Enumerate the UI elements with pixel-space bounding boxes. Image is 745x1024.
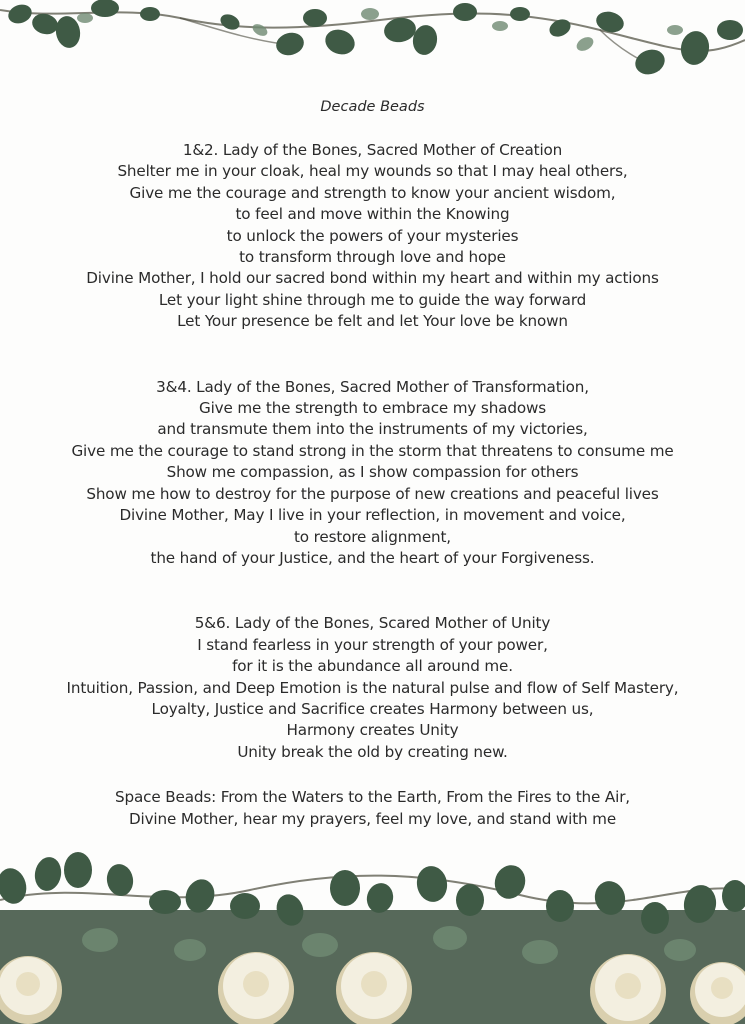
stanza-line: Divine Mother, hear my prayers, feel my love, and stand with me <box>128 809 617 828</box>
stanza-line: Give me the courage to stand strong in the storm that threatens to consume me <box>71 441 674 460</box>
stanza-line: 5&6. Lady of the Bones, Scared Mother of Unity <box>194 614 551 633</box>
stanza-line: to feel and move within the Knowing <box>235 205 510 224</box>
stanza-line: Give me the strength to embrace my shadows <box>198 399 546 418</box>
stanza-line: Space Beads: From the Waters to the Earth, From the Fires to the Air, <box>115 788 630 807</box>
stanza-line: 3&4. Lady of the Bones, Sacred Mother of Transformation, <box>156 377 589 396</box>
stanza-line: Let your light shine through me to guide the way forward <box>158 290 587 309</box>
document-title: Decade Beads <box>320 99 425 115</box>
stanza-line: 1&2. Lady of the Bones, Sacred Mother of Creation <box>182 141 563 159</box>
stanza-line: Intuition, Passion, and Deep Emotion is the natural pulse and flow of Self Mastery, <box>66 678 679 697</box>
stanza-line: the hand of your Justice, and the heart of your Forgiveness. <box>150 548 595 567</box>
stanza-line: and transmute them into the instruments of my victories, <box>157 420 588 439</box>
stanza-line: Harmony creates Unity <box>286 721 459 740</box>
stanza-line: I stand fearless in your strength of your power, <box>197 635 548 654</box>
stanza-line: Divine Mother, I hold our sacred bond within my heart and within my actions <box>86 269 659 288</box>
stanza-line: Give me the courage and strength to know your ancient wisdom, <box>129 183 616 202</box>
stanza-line: Show me compassion, as I show compassion for others <box>166 463 579 482</box>
stanza-line: Divine Mother, May I live in your reflection, in movement and voice, <box>119 506 626 525</box>
stanza-line: Show me how to destroy for the purpose of new creations and peaceful lives <box>86 484 659 503</box>
ivy-vine-top-border <box>0 0 745 90</box>
stanza-line: Let Your presence be felt and let Your love be known <box>177 312 568 331</box>
stanza-line: for it is the abundance all around me. <box>232 657 513 676</box>
white-rose-vine-bottom-border <box>0 840 745 1024</box>
stanza-line: Shelter me in your cloak, heal my wounds so that I may heal others, <box>117 162 628 181</box>
stanza-line: Loyalty, Justice and Sacrifice creates Harmony between us, <box>151 699 594 718</box>
stanza-line: Unity break the old by creating new. <box>237 742 508 761</box>
stanza-decade-5-6 <box>0 613 745 763</box>
stanza-decade-3-4 <box>0 377 745 570</box>
stanza-decade-1-2 <box>0 140 745 333</box>
stanza-line: to restore alignment, <box>294 527 451 546</box>
stanza-space-beads <box>0 787 745 830</box>
stanza-line: to transform through love and hope <box>239 248 506 267</box>
stanza-line: to unlock the powers of your mysteries <box>226 226 519 245</box>
prayer-text <box>0 96 745 830</box>
